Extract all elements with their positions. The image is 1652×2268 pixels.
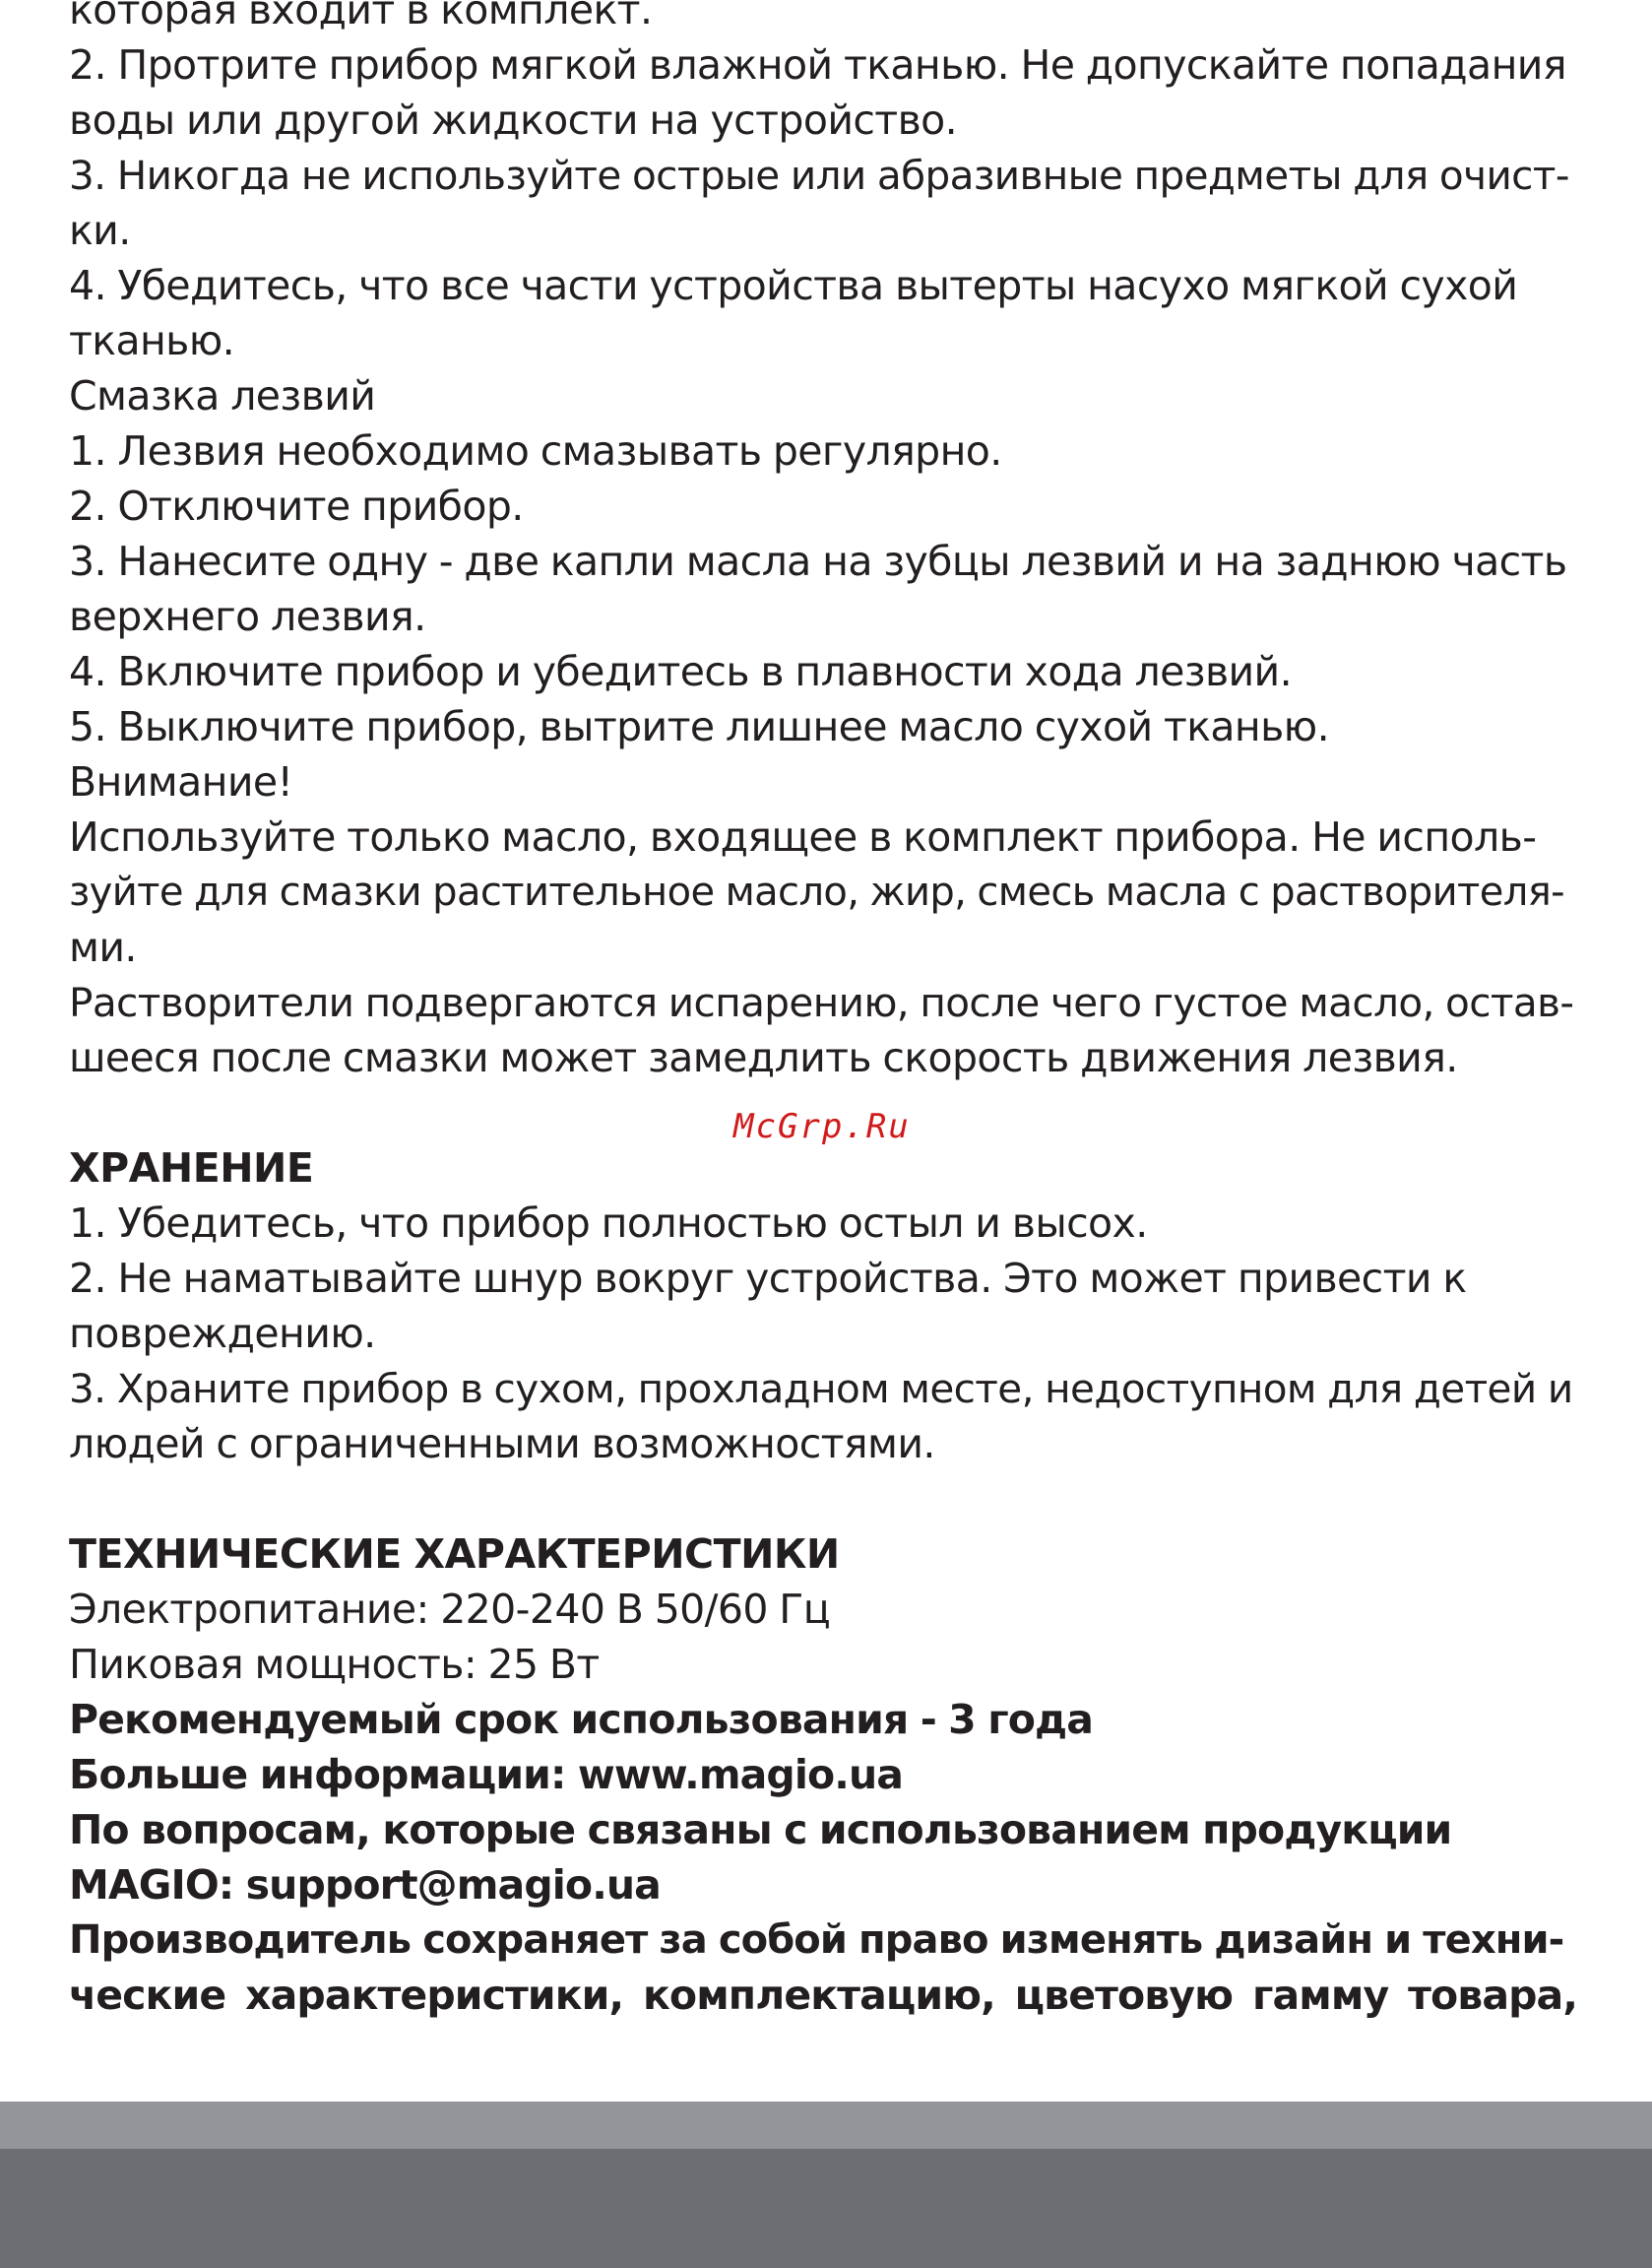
watermark: McGrp.Ru — [733, 1107, 911, 1146]
text-line: 4. Убедитесь, что все части устройства вытерты насухо мягкой сухой — [69, 262, 1518, 309]
support-email: MAGIO: support@magio.ua — [69, 1861, 661, 1909]
specs-section — [69, 1526, 1577, 2023]
text-line: шееся после смазки может замедлить скорость движения лезвия. — [69, 1034, 1458, 1081]
footer-band-light — [0, 2102, 1652, 2149]
text-line: ми. — [69, 924, 137, 971]
text-line: людей с ограниченными возможностями. — [69, 1420, 935, 1467]
text-line: Используйте только масло, входящее в комплект прибора. Не исполь- — [69, 813, 1537, 861]
text-line: 3. Храните прибор в сухом, прохладном месте, недоступном для детей и — [69, 1365, 1573, 1412]
text-line: тканью. — [69, 317, 235, 364]
more-info-note: Больше информации: www.magio.ua — [69, 1751, 904, 1798]
section-gap — [69, 1471, 1577, 1526]
warning-label: Внимание! — [69, 758, 293, 806]
subheading-blade-lubrication: Смазка лезвий — [69, 372, 376, 420]
text-line: повреждению. — [69, 1310, 376, 1357]
power-supply-spec: Электропитание: 220-240 В 50/60 Гц — [69, 1586, 830, 1633]
manufacturer-note: ческие характеристики, комплектацию, цветовую гамму товара, — [69, 1972, 1577, 2019]
text-line: Растворители подвергаются испарению, после чего густое масло, остав- — [69, 979, 1574, 1026]
text-line: которая входит в комплект. — [69, 0, 653, 33]
text-line: 1. Убедитесь, что прибор полностью остыл и высох. — [69, 1199, 1148, 1247]
text-line: 1. Лезвия необходимо смазывать регулярно. — [69, 427, 1002, 475]
storage-section — [69, 1140, 1577, 1471]
text-line: верхнего лезвия. — [69, 593, 426, 640]
text-line: зуйте для смазки растительное масло, жир, смесь масла с растворителя- — [69, 870, 1565, 915]
text-line: воды или другой жидкости на устройство. — [69, 97, 958, 144]
manual-page — [69, 0, 1577, 2023]
service-life-note: Рекомендуемый срок использования - 3 года — [69, 1696, 1093, 1743]
text-line: 2. Отключите прибор. — [69, 483, 524, 530]
text-line: 2. Не наматывайте шнур вокруг устройства. Это может привести к — [69, 1255, 1467, 1302]
text-line: ки. — [69, 207, 131, 254]
manufacturer-note: Производитель сохраняет за собой право изменять дизайн и техни- — [69, 1917, 1564, 1963]
peak-power-spec: Пиковая мощность: 25 Вт — [69, 1641, 600, 1688]
text-line: 3. Нанесите одну - две капли масла на зубцы лезвий и на заднюю часть — [69, 538, 1567, 585]
footer-band-dark — [0, 2149, 1652, 2268]
specs-heading: ТЕХНИЧЕСКИЕ ХАРАКТЕРИСТИКИ — [69, 1530, 840, 1578]
support-note: По вопросам, которые связаны с использованием продукции — [69, 1806, 1452, 1853]
text-line: 3. Никогда не используйте острые или абразивные предметы для очист- — [69, 152, 1569, 199]
text-line: 5. Выключите прибор, вытрите лишнее масло сухой тканью. — [69, 703, 1330, 750]
care-section — [69, 0, 1577, 1085]
text-line: 2. Протрите прибор мягкой влажной тканью. Не допускайте попадания — [69, 41, 1566, 89]
storage-heading: ХРАНЕНИЕ — [69, 1144, 314, 1192]
text-line: 4. Включите прибор и убедитесь в плавности хода лезвий. — [69, 648, 1293, 695]
